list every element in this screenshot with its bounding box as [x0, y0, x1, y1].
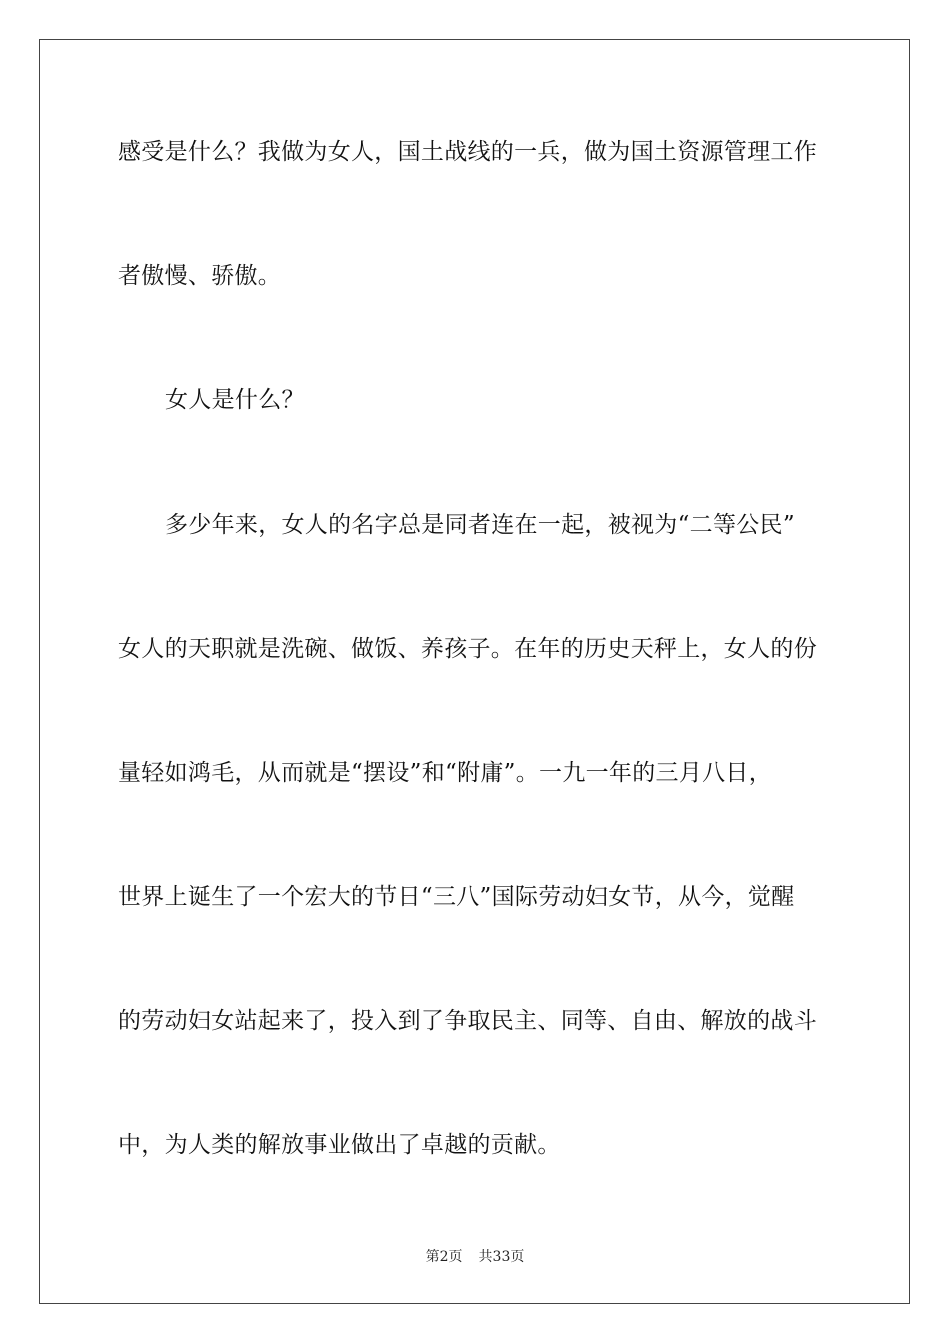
- page-footer: [0, 1248, 950, 1266]
- body-text-line: 女人的天职就是洗碗、做饭、养孩子。在年的历史天秤上，女人的份: [118, 636, 817, 662]
- page-border: [39, 39, 910, 1304]
- body-text-line: 量轻如鸿毛，从而就是“摆设”和“附庸”。一九一年的三月八日，: [118, 760, 773, 786]
- body-text-line: 感受是什么？我做为女人，国土战线的一兵，做为国土资源管理工作: [118, 139, 817, 165]
- body-text-line: 中，为人类的解放事业做出了卓越的贡献。: [118, 1132, 561, 1158]
- body-text-line: 多少年来，女人的名字总是同者连在一起，被视为“二等公民”: [165, 512, 795, 538]
- body-text-line: 者傲慢、骄傲。: [118, 263, 282, 289]
- body-text-line: 的劳动妇女站起来了，投入到了争取民主、同等、自由、解放的战斗: [118, 1008, 817, 1034]
- paragraph-heading: 女人是什么？: [165, 387, 305, 413]
- page-number: 第2页: [425, 1249, 463, 1265]
- page-total: 共33页: [478, 1249, 525, 1265]
- body-text-line: 世界上诞生了一个宏大的节日“三八”国际劳动妇女节，从今，觉醒: [118, 884, 795, 910]
